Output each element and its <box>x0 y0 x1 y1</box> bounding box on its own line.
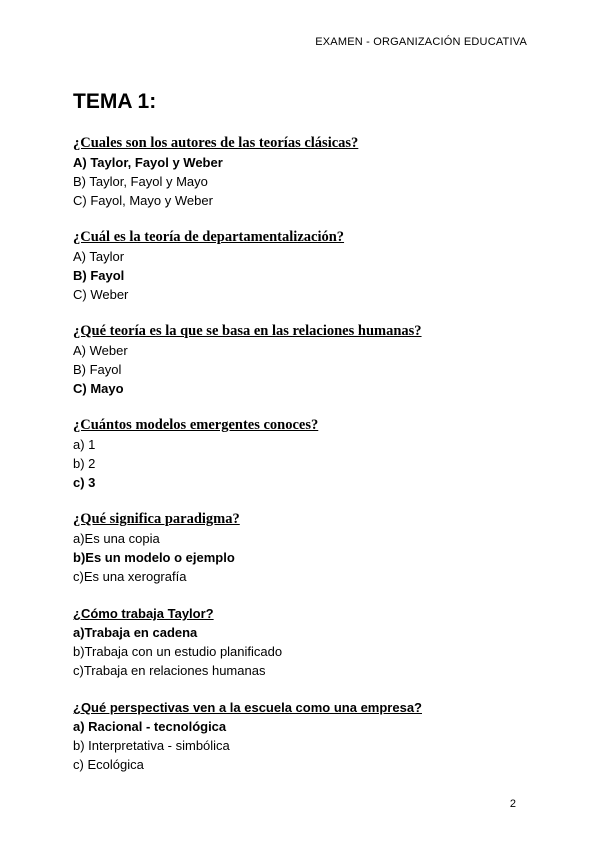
answer-option: c)Trabaja en relaciones humanas <box>73 663 266 678</box>
answer-option: b)Es un modelo o ejemplo <box>73 550 235 565</box>
answer-option: b)Trabaja con un estudio planificado <box>73 644 283 659</box>
question-block <box>73 322 543 416</box>
answer-option: C) Mayo <box>73 381 124 396</box>
question-title: ¿Qué significa paradigma? <box>73 511 240 527</box>
answer-option: c) Ecológica <box>73 757 144 772</box>
question-block <box>73 698 543 792</box>
question-block <box>73 416 543 510</box>
page-number: 2 <box>509 798 516 810</box>
page-title: TEMA 1: <box>73 90 157 113</box>
answer-option: A) Taylor <box>73 249 125 264</box>
question-title: ¿Cuántos modelos emergentes conoces? <box>73 417 319 433</box>
answer-option: B) Fayol <box>73 268 125 283</box>
question-title: ¿Qué perspectivas ven a la escuela como una empresa? <box>73 700 422 715</box>
question-block <box>73 510 543 604</box>
question-title: ¿Qué teoría es la que se basa en las relaciones humanas? <box>73 323 422 339</box>
answer-option: a) Racional - tecnológica <box>73 719 227 734</box>
answer-option: C) Fayol, Mayo y Weber <box>73 193 213 208</box>
question-block <box>73 604 543 698</box>
answer-option: c) 3 <box>73 475 96 490</box>
answer-option: C) Weber <box>73 287 129 302</box>
question-list <box>73 134 543 792</box>
answer-option: A) Weber <box>73 343 128 358</box>
answer-option: b) Interpretativa - simbólica <box>73 738 230 753</box>
answer-option: B) Fayol <box>73 362 122 377</box>
answer-option: b) 2 <box>73 456 96 471</box>
question-title: ¿Cómo trabaja Taylor? <box>73 606 214 621</box>
question-title: ¿Cuales son los autores de las teorías clásicas? <box>73 135 359 151</box>
answer-option: a)Es una copia <box>73 531 160 546</box>
page-header: EXAMEN - ORGANIZACIÓN EDUCATIVA <box>315 36 527 48</box>
question-block <box>73 228 543 322</box>
answer-option: a)Trabaja en cadena <box>73 625 198 640</box>
question-title: ¿Cuál es la teoría de departamentalización? <box>73 229 345 245</box>
answer-option: B) Taylor, Fayol y Mayo <box>73 174 208 189</box>
answer-option: c)Es una xerografía <box>73 569 187 584</box>
question-block <box>73 134 543 228</box>
answer-option: A) Taylor, Fayol y Weber <box>73 155 223 170</box>
answer-option: a) 1 <box>73 437 96 452</box>
